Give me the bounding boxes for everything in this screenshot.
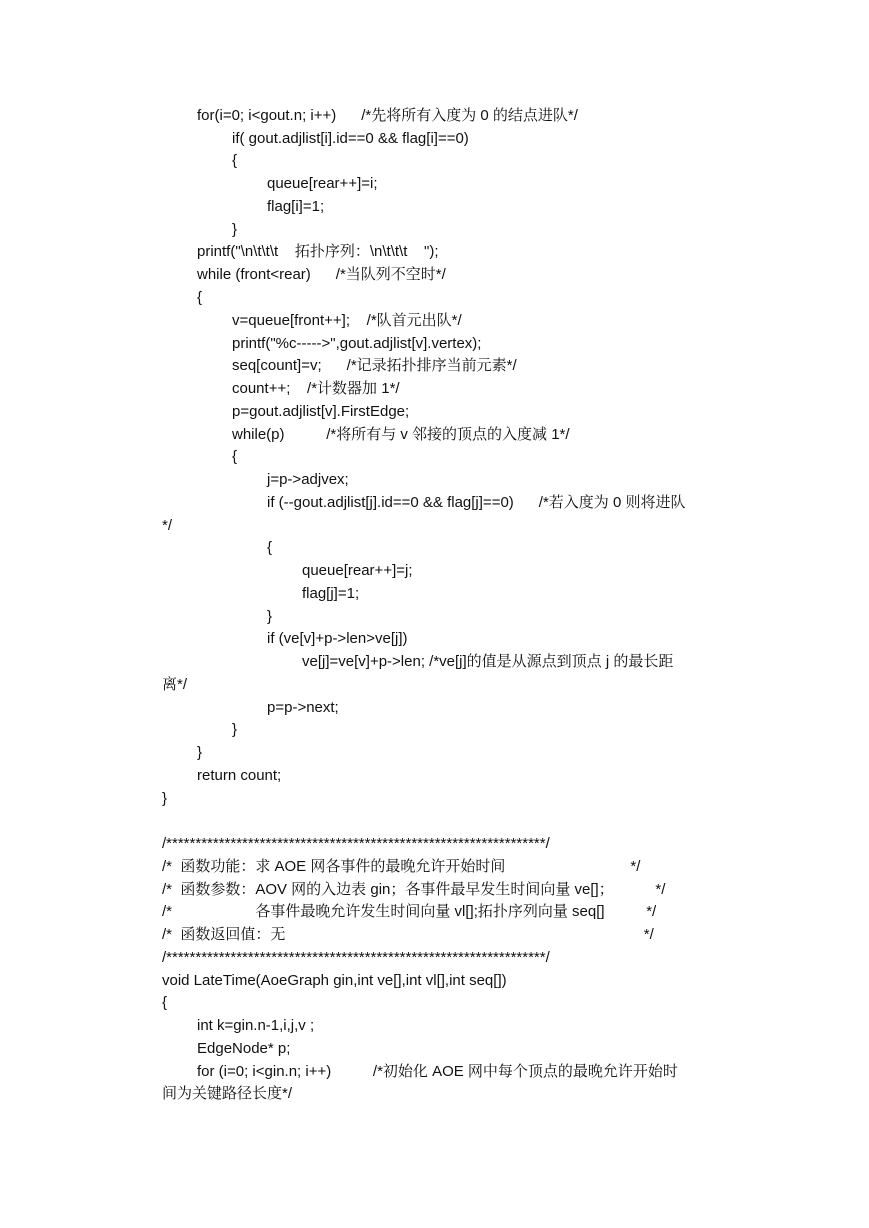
code-line: { (162, 994, 168, 1011)
code-line: 离*/ (162, 676, 188, 693)
code-line: { (232, 448, 238, 465)
code-line: for(i=0; i<gout.n; i++) /*先将所有入度为 0 的结点进队*/ (197, 107, 578, 124)
code-line: } (232, 721, 238, 738)
code-line: printf("%c----->",gout.adjlist[v].vertex); (232, 335, 482, 352)
code-line: EdgeNode* p; (197, 1040, 291, 1057)
code-line: p=gout.adjlist[v].FirstEdge; (232, 403, 410, 420)
code-line: { (197, 289, 203, 306)
comment-line: /* 各事件最晚允许发生时间向量 vl[];拓扑序列向量 seq[] */ (162, 903, 657, 920)
code-line: flag[i]=1; (267, 198, 325, 215)
code-line: } (232, 221, 238, 238)
code-line: int k=gin.n-1,i,j,v ; (197, 1017, 315, 1034)
comment-line: /* 函数返回值：无 */ (162, 926, 654, 943)
code-line: printf("\n\t\t\t 拓扑序列：\n\t\t\t "); (197, 243, 439, 260)
code-line: v=queue[front++]; /*队首元出队*/ (232, 312, 462, 329)
code-line: } (162, 790, 168, 807)
code-line: j=p->adjvex; (267, 471, 349, 488)
code-line: count++; /*计数器加 1*/ (232, 380, 400, 397)
code-line: while(p) /*将所有与 v 邻接的顶点的入度减 1*/ (232, 426, 570, 443)
code-line: p=p->next; (267, 699, 339, 716)
code-line: flag[j]=1; (302, 585, 360, 602)
code-line: queue[rear++]=i; (267, 175, 378, 192)
comment-line: /* 函数参数：AOV 网的入边表 gin；各事件最早发生时间向量 ve[]； */ (162, 881, 666, 898)
comment-line: /* 函数功能：求 AOE 网各事件的最晚允许开始时间 */ (162, 858, 641, 875)
code-line: while (front<rear) /*当队列不空时*/ (197, 266, 446, 283)
code-line: return count; (197, 767, 282, 784)
code-line: ve[j]=ve[v]+p->len; /*ve[j]的值是从源点到顶点 j 的最长距 (302, 653, 674, 670)
code-line: */ (162, 517, 173, 534)
comment-border: /*****************************************************************/ (162, 835, 550, 852)
comment-border: /*****************************************************************/ (162, 949, 550, 966)
code-line: 间为关键路径长度*/ (162, 1085, 293, 1102)
code-line: { (232, 152, 238, 169)
function-signature: void LateTime(AoeGraph gin,int ve[],int vl[],int seq[]) (162, 972, 507, 989)
code-line: queue[rear++]=j; (302, 562, 413, 579)
code-line: if (--gout.adjlist[j].id==0 && flag[j]==0) /*若入度为 0 则将进队 (267, 494, 686, 511)
code-line: } (267, 608, 273, 625)
code-line: if( gout.adjlist[i].id==0 && flag[i]==0) (232, 130, 469, 147)
code-line: for (i=0; i<gin.n; i++) /*初始化 AOE 网中每个顶点的最晚允许开始时 (197, 1063, 678, 1080)
code-line: } (197, 744, 203, 761)
code-line: seq[count]=v; /*记录拓扑排序当前元素*/ (232, 357, 517, 374)
code-line: { (267, 539, 273, 556)
code-line: if (ve[v]+p->len>ve[j]) (267, 630, 408, 647)
